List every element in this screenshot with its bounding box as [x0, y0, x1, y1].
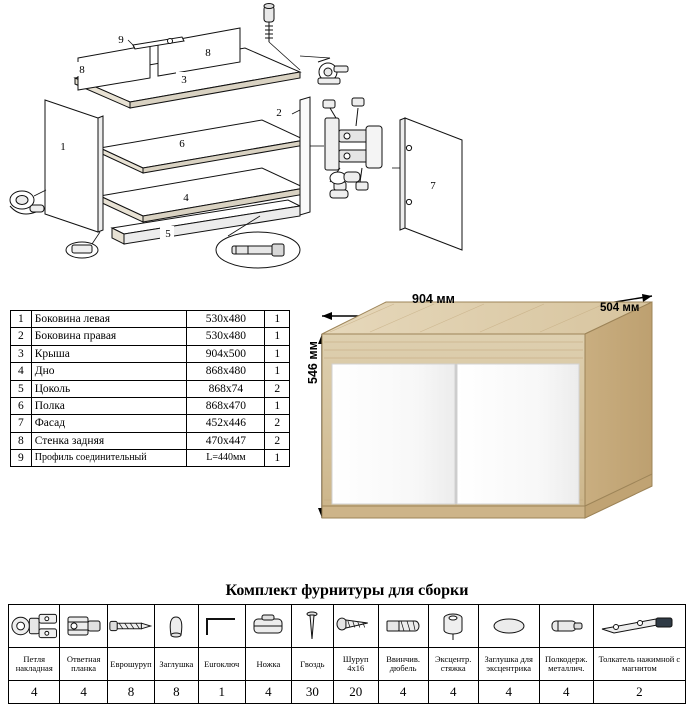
- part-dimensions: L=440мм: [187, 450, 265, 467]
- callout-8a: 8: [79, 64, 85, 76]
- hardware-name: Гвоздь: [291, 648, 333, 681]
- part-qty: 1: [265, 328, 290, 345]
- hardware-name: Ответная планка: [60, 648, 107, 681]
- euro-screw-icon: [108, 606, 154, 646]
- parts-table: [10, 310, 290, 467]
- hardware-count: 1: [198, 681, 245, 704]
- part-dimensions: 452х446: [187, 415, 265, 432]
- part-index: 1: [11, 311, 32, 328]
- callout-5: 5: [165, 228, 171, 240]
- magnetic-pusher-icon: [594, 606, 685, 646]
- dimension-width-label: 904 мм: [412, 292, 455, 306]
- part-dimensions: 530х480: [187, 311, 265, 328]
- hardware-count: 20: [333, 681, 378, 704]
- callout-2: 2: [276, 107, 282, 119]
- hardware-icon-cell: [60, 605, 107, 648]
- table-row: [11, 345, 290, 362]
- cabinet-render: [300, 288, 690, 558]
- callout-9: 9: [118, 34, 124, 46]
- part-dimensions: 868х480: [187, 363, 265, 380]
- cap-icon: [155, 606, 197, 646]
- hardware-icon-cell: [593, 605, 685, 648]
- table-row: [11, 397, 290, 414]
- part-dimensions: 530х480: [187, 328, 265, 345]
- hardware-count: 4: [378, 681, 428, 704]
- hardware-icon-cell: [539, 605, 593, 648]
- hardware-icon-cell: [198, 605, 245, 648]
- hardware-icon-cell: [155, 605, 198, 648]
- callout-1: 1: [60, 141, 66, 153]
- euro-key-icon: [199, 606, 245, 646]
- eccentric-tie-icon: [429, 606, 478, 646]
- hardware-icon-cell: [378, 605, 428, 648]
- hardware-name: Заглушка: [155, 648, 198, 681]
- hardware-name: Еврошуруп: [107, 648, 154, 681]
- part-index: 9: [11, 450, 32, 467]
- hardware-icon-cell: [107, 605, 154, 648]
- hardware-icon-cell: [333, 605, 378, 648]
- metal-shelf-support-icon: [540, 606, 593, 646]
- part-index: 2: [11, 328, 32, 345]
- part-index: 7: [11, 415, 32, 432]
- part-index: 8: [11, 432, 32, 449]
- part-name: Крыша: [31, 345, 187, 362]
- hinge-plate-icon: [60, 606, 106, 646]
- part-qty: 1: [265, 450, 290, 467]
- hardware-name: Заглушка для эксцентрика: [478, 648, 539, 681]
- table-row: [11, 450, 290, 467]
- part-name: Фасад: [31, 415, 187, 432]
- part-name: Полка: [31, 397, 187, 414]
- hardware-name: Шуруп 4х16: [333, 648, 378, 681]
- dimension-depth-label: 504 мм: [600, 302, 640, 314]
- hardware-name: Петля накладная: [9, 648, 60, 681]
- hardware-count: 8: [155, 681, 198, 704]
- eccentric-cap-icon: [479, 606, 539, 646]
- hardware-name: Толкатель нажимной с магнитом: [593, 648, 685, 681]
- hardware-kit-table: [8, 604, 686, 704]
- part-dimensions: 868х74: [187, 380, 265, 397]
- foot-icon: [246, 606, 291, 646]
- hardware-icon-cell: [245, 605, 291, 648]
- hardware-count: 4: [478, 681, 539, 704]
- hardware-count: 8: [107, 681, 154, 704]
- nail-icon: [292, 606, 333, 646]
- callout-4: 4: [183, 192, 189, 204]
- dimension-height-label: 546 мм: [306, 341, 320, 384]
- hardware-count: 4: [245, 681, 291, 704]
- part-index: 4: [11, 363, 32, 380]
- hardware-icon-cell: [478, 605, 539, 648]
- table-row: [11, 415, 290, 432]
- hardware-count: 4: [539, 681, 593, 704]
- callout-7: 7: [430, 180, 436, 192]
- part-name: Профиль соединительный: [31, 450, 187, 467]
- hardware-name: Ножка: [245, 648, 291, 681]
- part-name: Дно: [31, 363, 187, 380]
- hardware-name: Эксцентр. стяжка: [428, 648, 478, 681]
- part-name: Стенка задняя: [31, 432, 187, 449]
- assembly-diagram: [0, 0, 470, 285]
- hardware-name: Euroключ: [198, 648, 245, 681]
- screw-4x16-icon: [334, 606, 378, 646]
- hardware-count: 30: [291, 681, 333, 704]
- hardware-name: Ввинчив. дюбель: [378, 648, 428, 681]
- part-name: Боковина правая: [31, 328, 187, 345]
- part-qty: 1: [265, 345, 290, 362]
- table-row: [11, 311, 290, 328]
- part-dimensions: 868х470: [187, 397, 265, 414]
- part-qty: 1: [265, 311, 290, 328]
- part-qty: 2: [265, 380, 290, 397]
- hardware-count: 4: [9, 681, 60, 704]
- table-row: [11, 432, 290, 449]
- hardware-kit-title: Комплект фурнитуры для сборки: [225, 582, 469, 599]
- callout-8b: 8: [205, 47, 211, 59]
- part-name: Боковина левая: [31, 311, 187, 328]
- part-index: 3: [11, 345, 32, 362]
- table-row: [11, 363, 290, 380]
- part-dimensions: 904х500: [187, 345, 265, 362]
- part-qty: 2: [265, 432, 290, 449]
- part-qty: 2: [265, 415, 290, 432]
- part-index: 6: [11, 397, 32, 414]
- dowel-icon: [379, 606, 428, 646]
- part-name: Цоколь: [31, 380, 187, 397]
- table-row: [11, 328, 290, 345]
- part-qty: 1: [265, 397, 290, 414]
- hardware-icon-cell: [291, 605, 333, 648]
- hardware-count: 4: [428, 681, 478, 704]
- hardware-count: 4: [60, 681, 107, 704]
- table-row: [11, 380, 290, 397]
- overlay-hinge-icon: [9, 606, 59, 646]
- callout-6: 6: [179, 138, 185, 150]
- hardware-icon-cell: [9, 605, 60, 648]
- callout-3: 3: [181, 74, 187, 86]
- part-qty: 1: [265, 363, 290, 380]
- hardware-name: Полкодерж. металлич.: [539, 648, 593, 681]
- part-dimensions: 470х447: [187, 432, 265, 449]
- hardware-count: 2: [593, 681, 685, 704]
- part-index: 5: [11, 380, 32, 397]
- hardware-icon-cell: [428, 605, 478, 648]
